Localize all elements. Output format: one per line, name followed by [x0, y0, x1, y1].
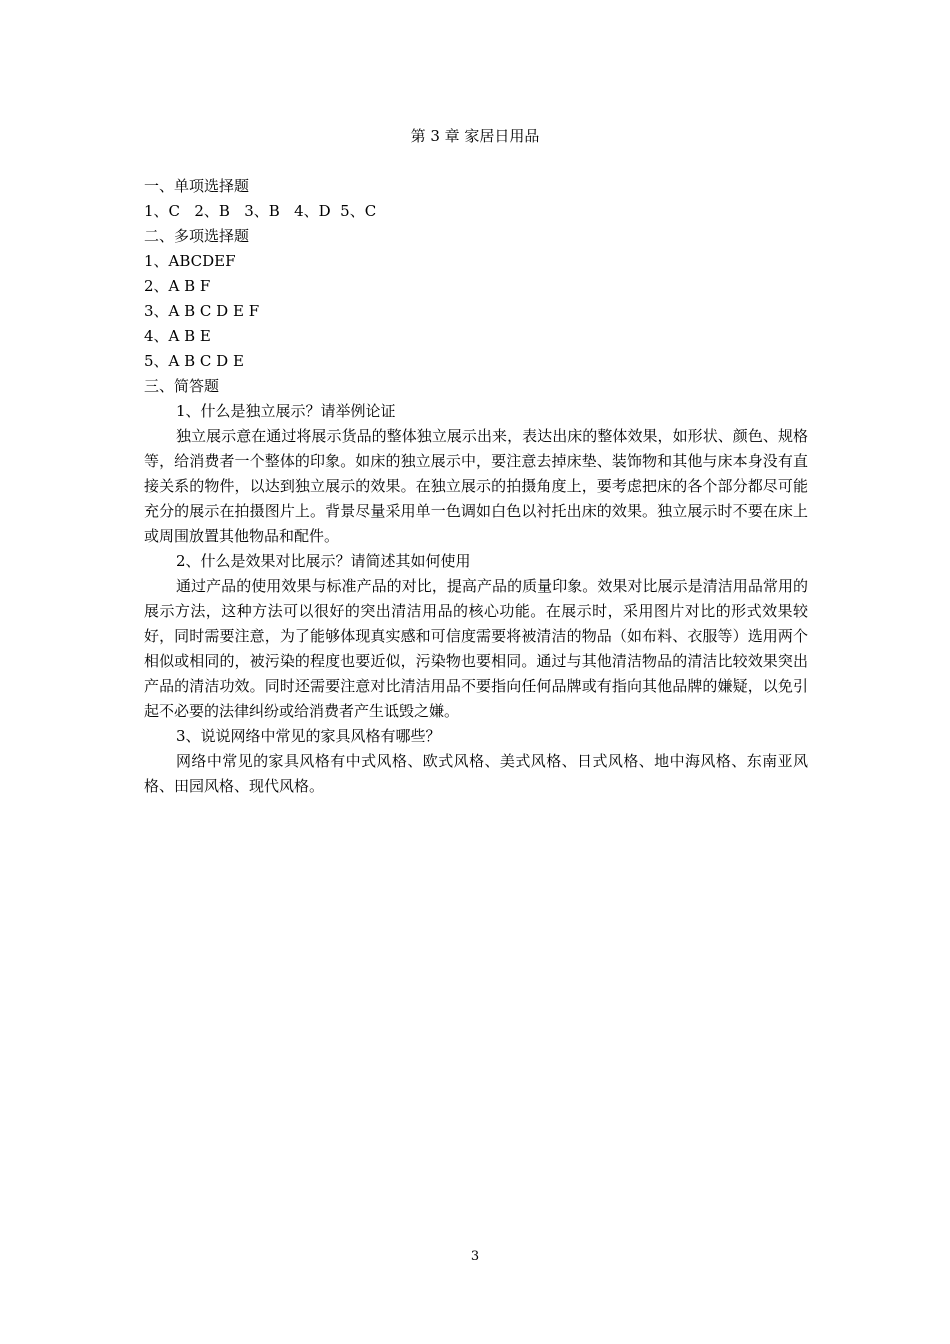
- short-answer-response: 通过产品的使用效果与标准产品的对比，提高产品的质量印象。效果对比展示是清洁用品常用的展示方法，这种方法可以很好的突出清洁用品的核心功能。在展示时，采用图片对比的形式效果较好，同时需要注意，为了能够体现真实感和可信度需要将被清洁的物品（如布料、衣服等）选用两个相似或相同的，被污染的程度也要近似，污染物也要相同。通过与其他清洁物品的清洁比较效果突出产品的清洁功效。同时还需要注意对比清洁用品不要指向任何品牌或有指向其他品牌的嫌疑，以免引起不必要的法律纠纷或给消费者产生诋毁之嫌。: [144, 577, 808, 720]
- short-answer-question: 2、什么是效果对比展示？请简述其如何使用: [176, 552, 471, 570]
- multiple-choice-answer: 5、A B C D E: [144, 352, 244, 370]
- page-number: 3: [470, 1249, 480, 1264]
- section-heading-multiple-choice: 二、多项选择题: [144, 227, 250, 245]
- multiple-choice-answer: 3、A B C D E F: [144, 302, 260, 320]
- section-heading-single-choice: 一、单项选择题: [144, 177, 250, 195]
- short-answer-question: 3、说说网络中常见的家具风格有哪些？: [176, 727, 441, 745]
- short-answer-question: 1、什么是独立展示？请举例论证: [176, 402, 396, 420]
- document-body: [144, 174, 808, 799]
- short-answer-response: 独立展示意在通过将展示货品的整体独立展示出来，表达出床的整体效果，如形状、颜色、规格等，给消费者一个整体的印象。如床的独立展示中，要注意去掉床垫、装饰物和其他与床本身没有直接关系的物件，以达到独立展示的效果。在独立展示的拍摄角度上，要考虑把床的各个部分都尽可能充分的展示在拍摄图片上。背景尽量采用单一色调如白色以衬托出床的效果。独立展示时不要在床上或周围放置其他物品和配件。: [144, 427, 808, 545]
- chapter-title: 第 3 章 家居日用品: [410, 127, 540, 145]
- multiple-choice-answer: 1、ABCDEF: [144, 252, 236, 270]
- single-choice-answers: 1、C 2、B 3、B 4、D 5、C: [144, 202, 377, 220]
- short-answer-response: 网络中常见的家具风格有中式风格、欧式风格、美式风格、日式风格、地中海风格、东南亚风格、田园风格、现代风格。: [144, 752, 808, 795]
- section-heading-short-answer: 三、简答题: [144, 377, 220, 395]
- multiple-choice-answer: 2、A B F: [144, 277, 211, 295]
- multiple-choice-answer: 4、A B E: [144, 327, 211, 345]
